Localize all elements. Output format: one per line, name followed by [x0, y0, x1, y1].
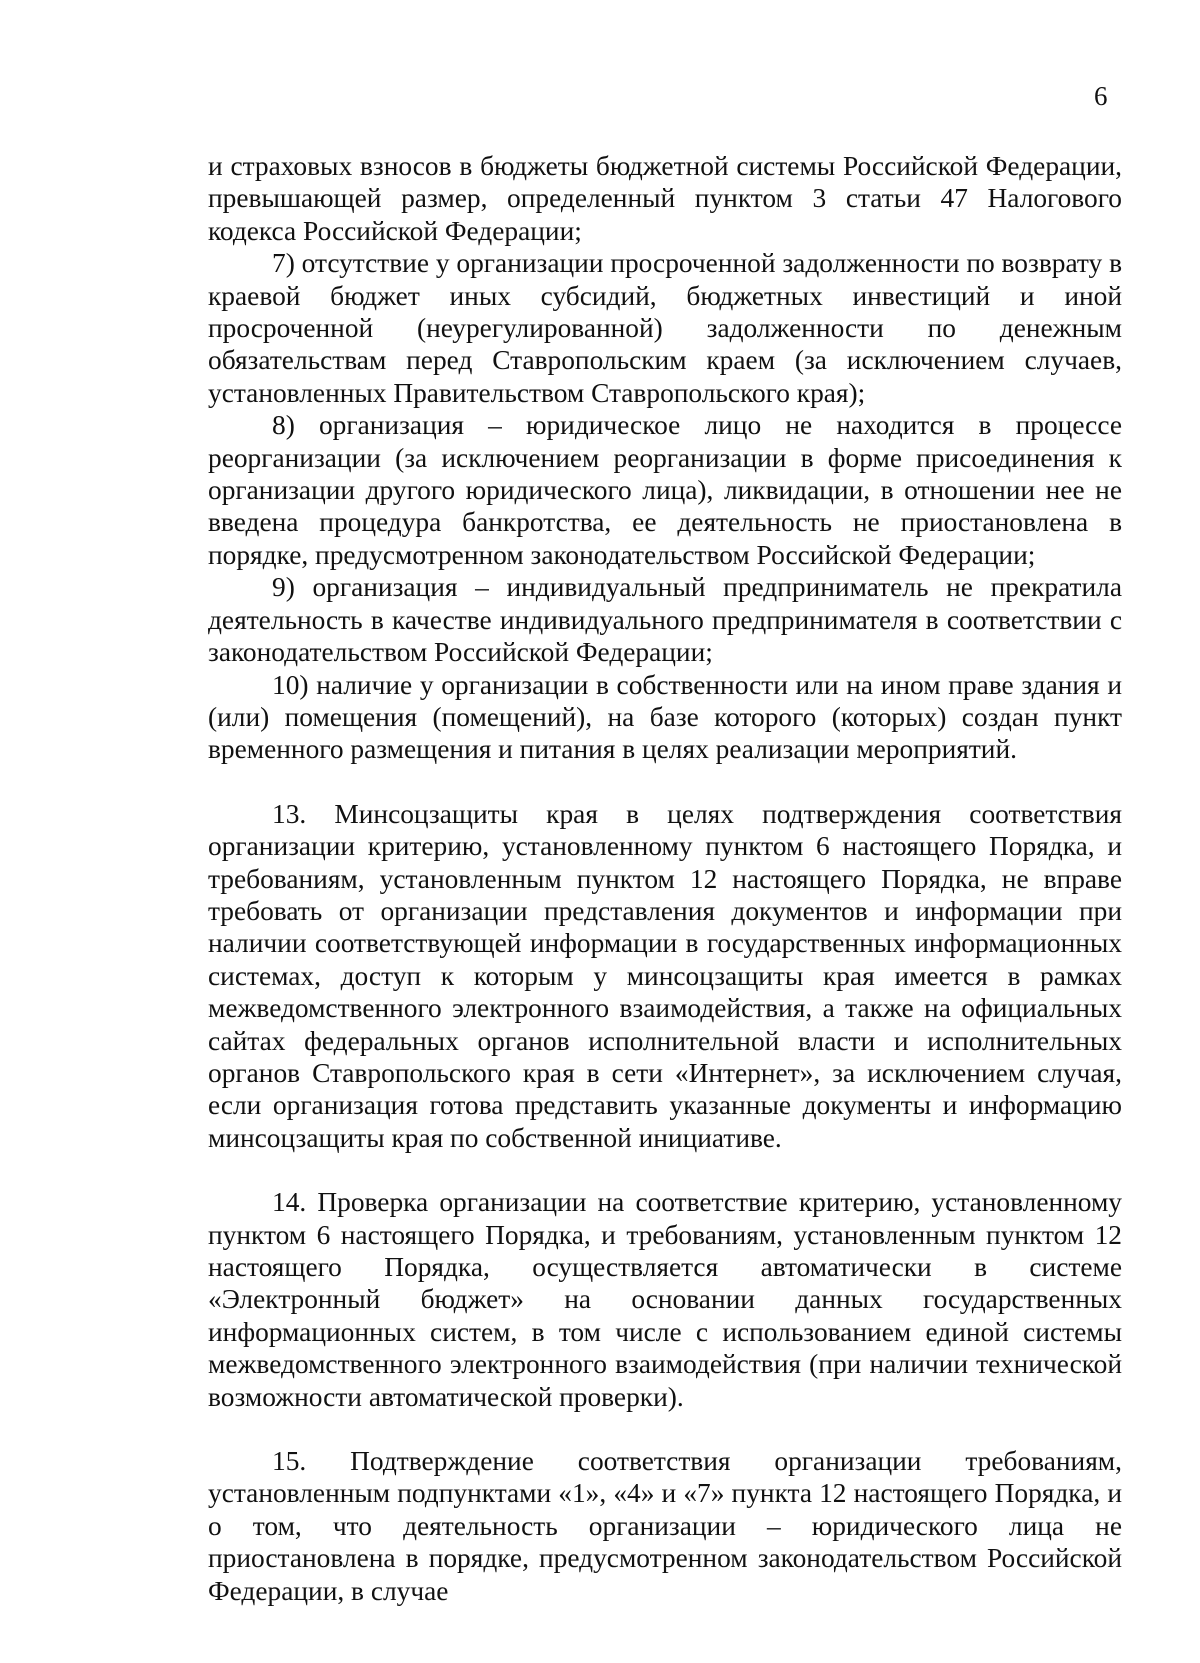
document-body: [208, 150, 1122, 1607]
paragraph-section-13: 13. Минсоцзащиты края в целях подтверждения соответствия организации критерию, установленному пунктом 6 настоящего Порядка, и требованиям, установленным пунктом 12 настоящего Порядка, не вправе требовать от организации представления документов и информации при наличии соответствующей информации в государственных информационных системах, доступ к которым у минсоцзащиты края имеется в рамках межведомственного электронного взаимодействия, а также на официальных сайтах федеральных органов исполнительной власти и исполнительных органов Ставропольского края в сети «Интернет», за исключением случая, если организация готова представить указанные документы и информацию минсоцзащиты края по собственной инициативе.: [208, 798, 1122, 1153]
paragraph-item-10: 10) наличие у организации в собственности или на ином праве здания и (или) помещения (помещений), на базе которого (которых) создан пункт временного размещения и питания в целях реализации мероприятий.: [208, 669, 1122, 765]
page-number: 6: [1094, 81, 1108, 111]
paragraph-item-9: 9) организация – индивидуальный предприниматель не прекратила деятельность в качестве индивидуального предпринимателя в соответствии с законодательством Российской Федерации;: [208, 572, 1122, 668]
paragraph-section-15: 15. Подтверждение соответствия организации требованиям, установленным подпунктами «1», «4» и «7» пункта 12 настоящего Порядка, и о том, что деятельность организации – юридического лица не приостановлена в порядке, предусмотренном законодательством Российской Федерации, в случае: [208, 1446, 1122, 1606]
paragraph-continuation: и страховых взносов в бюджеты бюджетной системы Российской Федерации, превышающей размер, определенный пунктом 3 статьи 47 Налогового кодекса Российской Федерации;: [208, 151, 1122, 246]
paragraph-item-8: 8) организация – юридическое лицо не находится в процессе реорганизации (за исключением реорганизации в форме присоединения к организации другого юридического лица), ликвидации, в отношении нее не введена процедура банкротства, ее деятельность не приостановлена в порядке, предусмотренном законодательством Российской Федерации;: [208, 410, 1122, 570]
paragraph-section-14: 14. Проверка организации на соответствие критерию, установленному пунктом 6 настоящего Порядка, и требованиям, установленным пунктом 12 настоящего Порядка, осуществляется автоматически в системе «Электронный бюджет» на основании данных государственных информационных систем, в том числе с использованием единой системы межведомственного электронного взаимодействия (при наличии технической возможности автоматической проверки).: [208, 1187, 1122, 1412]
paragraph-item-7: 7) отсутствие у организации просроченной задолженности по возврату в краевой бюджет иных субсидий, бюджетных инвестиций и иной просроченной (неурегулированной) задолженности по денежным обязательствам перед Ставропольским краем (за исключением случаев, установленных Правительством Ставропольского края);: [208, 248, 1122, 408]
